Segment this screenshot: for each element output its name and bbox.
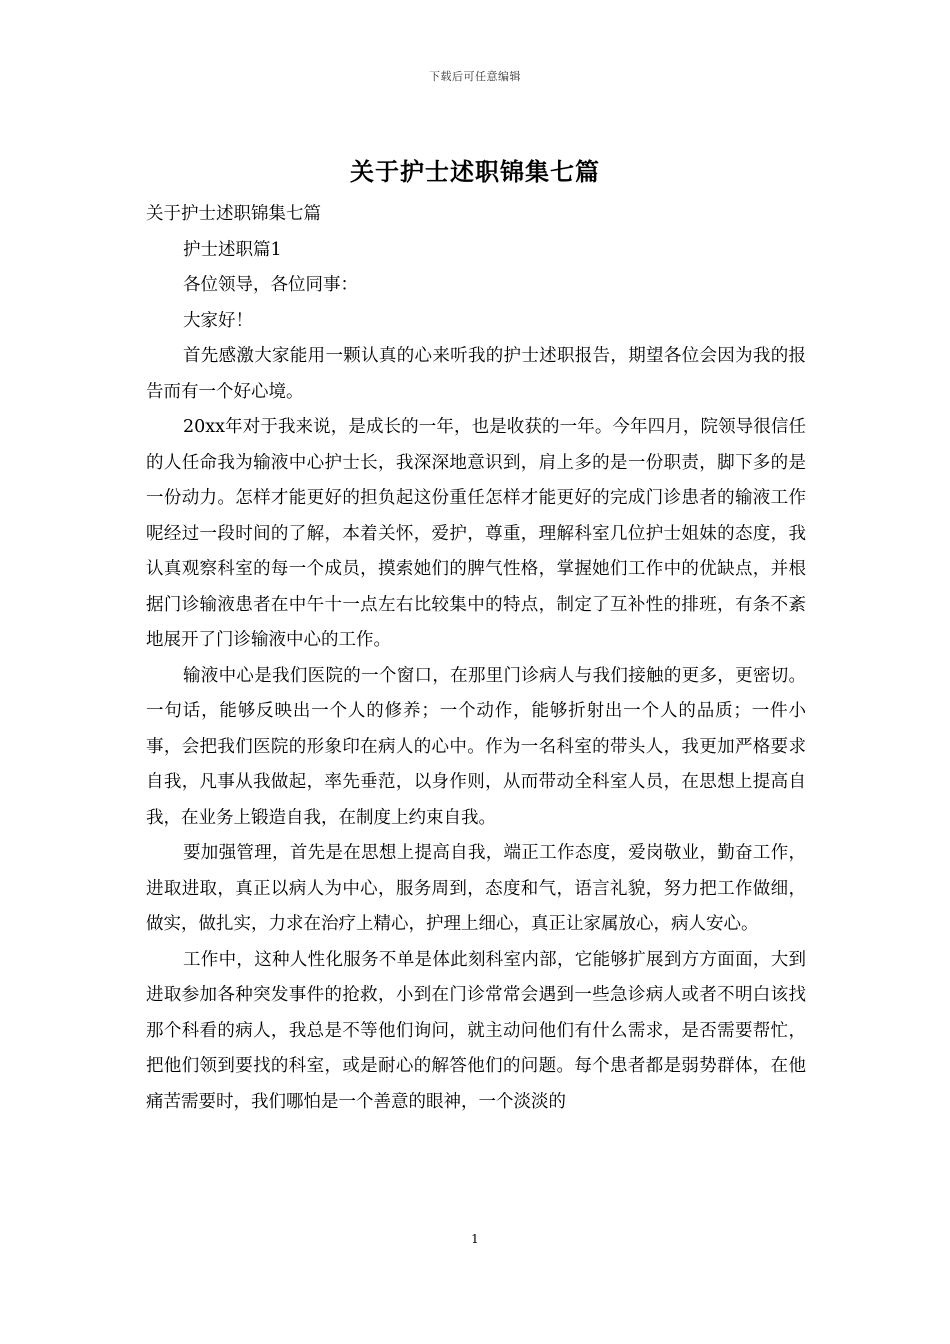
paragraph-section-heading: 护士述职篇1: [183, 239, 282, 260]
page-number: 1: [471, 1232, 479, 1246]
header-note: 下载后可任意编辑: [429, 70, 521, 83]
paragraph-body: 工作中，这种人性化服务不单是体此刻科室内部，它能够扩展到方方面面，大到进取参加各种突发事件的抢救，小到在门诊常常会遇到一些急诊病人或者不明白该找那个科看的病人，我总是不等他们询问，就主动问他们有什么需求，是否需要帮忙，把他们领到要找的科室，或是耐心的解答他们的问题。每个患者都是弱势群体，在他痛苦需要时，我们哪怕是一个善意的眼神，一个淡淡的: [146, 949, 806, 1112]
paragraph-body: 20xx年对于我来说，是成长的一年，也是收获的一年。今年四月，院领导很信任的人任命我为输液中心护士长，我深深地意识到，肩上多的是一份职责，脚下多的是一份动力。怎样才能更好的担负起这份重任怎样才能更好的完成门诊患者的输液工作呢经过一段时间的了解，本着关怀，爱护，尊重，理解科室几位护士姐妹的态度，我认真观察科室的每一个成员，摸索她们的脾气性格，掌握她们工作中的优缺点，并根据门诊输液患者在中午十一点左右比较集中的特点，制定了互补性的排班，有条不紊地展开了门诊输液中心的工作。: [146, 417, 806, 650]
paragraph-body: 首先感激大家能用一颗认真的心来听我的护士述职报告，期望各位会因为我的报告而有一个好心境。: [146, 346, 806, 402]
paragraph-greeting: 大家好！: [183, 310, 253, 331]
paragraph-body: 要加强管理，首先是在思想上提高自我，端正工作态度，爱岗敬业，勤奋工作，进取进取，真正以病人为中心，服务周到，态度和气，语言礼貌，努力把工作做细，做实，做扎实，力求在治疗上精心，护理上细心，真正让家属放心，病人安心。: [146, 843, 806, 934]
document-title: 关于护士述职锦集七篇: [350, 157, 600, 186]
paragraph-salutation: 各位领导，各位同事：: [183, 275, 358, 295]
paragraph-subtitle: 关于护士述职锦集七篇: [146, 204, 321, 224]
document-body: [146, 197, 806, 1120]
paragraph-body: 输液中心是我们医院的一个窗口，在那里门诊病人与我们接触的更多，更密切。一句话，能够反映出一个人的修养；一个动作，能够折射出一个人的品质；一件小事，会把我们医院的形象印在病人的心中。作为一名科室的带头人，我更加严格要求自我，凡事从我做起，率先垂范，以身作则，从而带动全科室人员，在思想上提高自我，在业务上锻造自我，在制度上约束自我。: [146, 665, 806, 828]
